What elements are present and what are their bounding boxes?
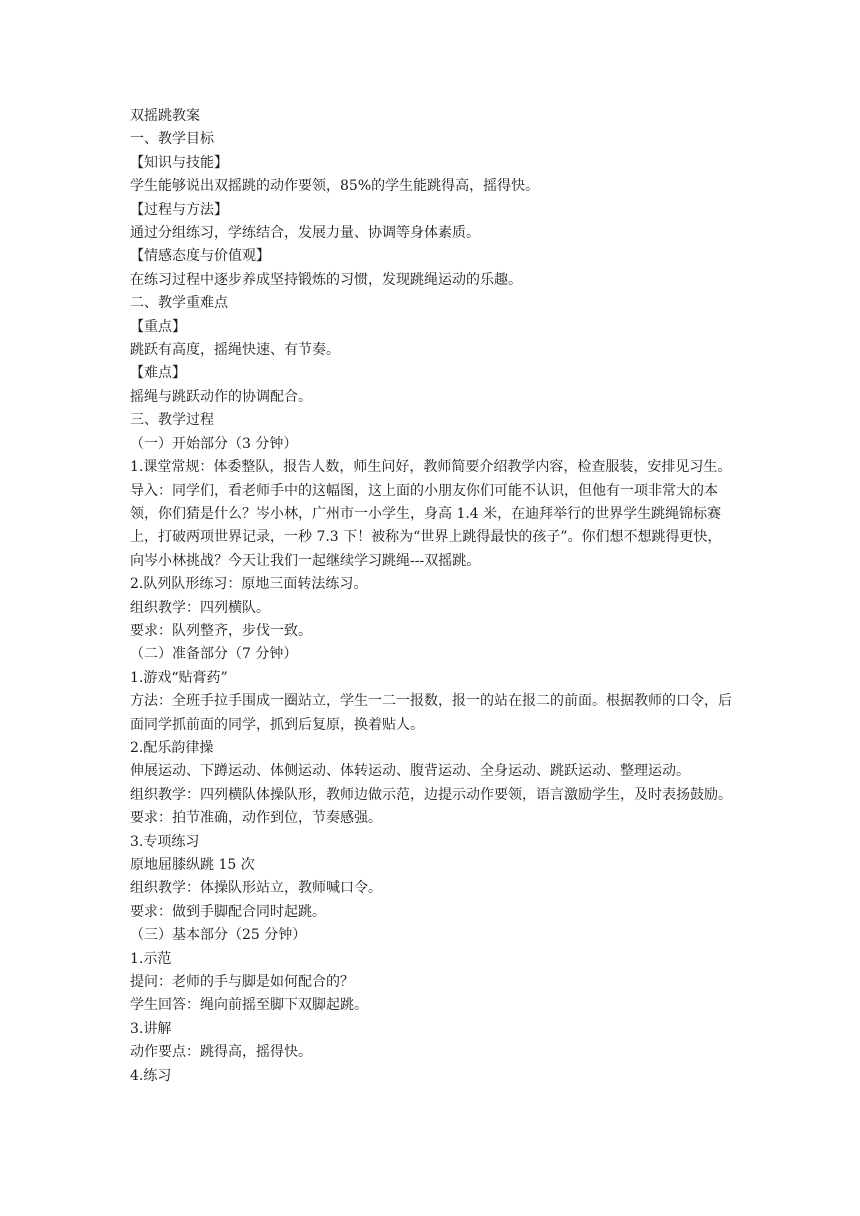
paragraph: 3.专项练习 [130,833,200,850]
paragraph: 4.练习 [130,1067,172,1084]
paragraph: 3.讲解 [130,1020,172,1037]
paragraph: 原地屈膝纵跳 15 次 [130,857,255,873]
paragraph: 2.配乐韵律操 [130,739,214,756]
paragraph: 伸展运动、下蹲运动、体侧运动、体转运动、腹背运动、全身运动、跳跃运动、整理运动。 [130,763,690,780]
paragraph: 2.队列队形练习：原地三面转法练习。 [130,576,368,593]
document-body [130,105,734,1088]
part-heading: （三）基本部分（25 分钟） [130,927,307,944]
section-heading: 二、教学重难点 [130,295,228,312]
paragraph: 要求：队列整齐，步伐一致。 [130,622,312,639]
paragraph: 要求：做到手脚配合同时起跳。 [130,903,326,920]
subsection-heading: 【过程与方法】 [130,201,228,218]
paragraph: 组织教学：四列横队体操队形，教师边做示范，边提示动作要领，语言激励学生，及时表扬鼓励。 [130,786,732,803]
part-heading: （一）开始部分（3 分钟） [130,435,298,452]
paragraph: 组织教学：四列横队。 [130,599,270,616]
paragraph: 方法：全班手拉手围成一圈站立，学生一二一报数，报一的站在报二的前面。根据教师的口令，后面同学抓前面的同学，抓到后复原，换着贴人。 [130,693,732,733]
part-heading: （二）准备部分（7 分钟） [130,646,298,663]
paragraph: 1.游戏“贴膏药” [130,669,228,686]
paragraph: 在练习过程中逐步养成坚持锻炼的习惯，发现跳绳运动的乐趣。 [130,271,522,288]
paragraph: 导入：同学们，看老师手中的这幅图，这上面的小朋友你们可能不认识，但他有一项非常大的本领，你们猜是什么？岑小林，广州市一小学生，身高 1.4 米，在迪拜举行的世界学生跳绳锦标赛上，打破两项世界记录，一秒 7.3 下！被称为“世界上跳得最快的孩子”。你们想不想跳得更快，向岑小林挑战？今天让我们一起继续学习跳绳---双摇跳。 [130,482,722,569]
subsection-heading: 【难点】 [130,365,186,382]
paragraph: 摇绳与跳跃动作的协调配合。 [130,388,312,405]
paragraph: 1.示范 [130,950,172,967]
section-heading: 三、教学过程 [130,412,214,429]
subsection-heading: 【情感态度与价值观】 [130,248,270,265]
section-heading: 一、教学目标 [130,131,214,148]
subsection-heading: 【重点】 [130,318,186,335]
paragraph: 提问：老师的手与脚是如何配合的？ [130,974,354,991]
paragraph: 学生回答：绳向前摇至脚下双脚起跳。 [130,997,368,1014]
subsection-heading: 【知识与技能】 [130,154,228,171]
paragraph: 组织教学：体操队形站立，教师喊口令。 [130,880,382,897]
paragraph: 通过分组练习，学练结合，发展力量、协调等身体素质。 [130,225,480,242]
paragraph: 要求：拍节准确，动作到位，节奏感强。 [130,810,382,827]
paragraph: 跳跃有高度，摇绳快速、有节奏。 [130,342,340,359]
paragraph: 1.课堂常规：体委整队，报告人数，师生问好，教师简要介绍教学内容，检查服装，安排见习生。 [130,459,732,476]
paragraph: 学生能够说出双摇跳的动作要领，85%的学生能跳得高，摇得快。 [130,178,540,195]
paragraph: 动作要点：跳得高，摇得快。 [130,1044,312,1061]
document-title: 双摇跳教案 [130,108,200,124]
